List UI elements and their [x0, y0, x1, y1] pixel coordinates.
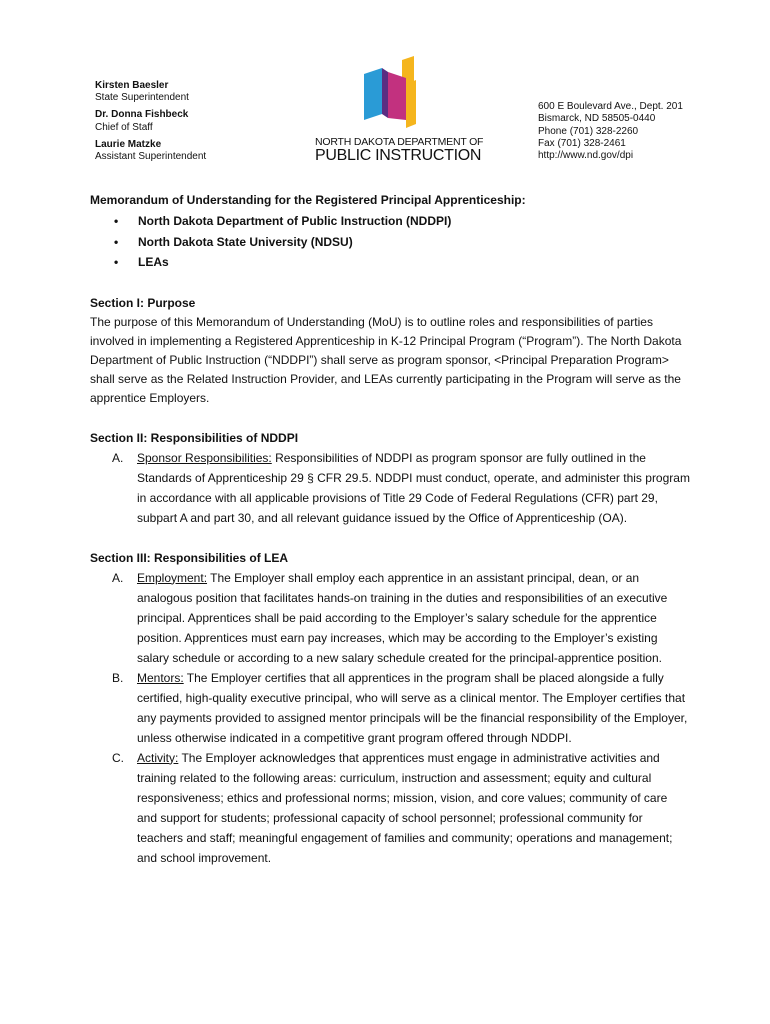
official-entry	[95, 109, 206, 133]
bullet-glyph: •	[114, 214, 119, 228]
parties-list	[90, 211, 690, 273]
section-3-heading: Section III: Responsibilities of LEA	[90, 550, 289, 565]
website-link[interactable]: http://www.nd.gov/dpi	[538, 150, 634, 162]
section-1-heading: Section I: Purpose	[90, 295, 196, 310]
party-item	[90, 252, 690, 273]
official-entry	[95, 80, 206, 104]
officials-list	[95, 80, 206, 168]
section-3-item-c	[90, 748, 690, 868]
memo-body	[90, 190, 690, 868]
item-letter: B.	[112, 670, 124, 685]
item-label: Employment:	[137, 570, 208, 585]
org-name-line2-text: PUBLIC INSTRUCTION	[315, 147, 482, 164]
official-title: Chief of Staff	[95, 121, 153, 133]
phone-line: Phone (701) 328-2260	[538, 125, 639, 137]
section-3-item-a	[90, 568, 690, 668]
memo-title: Memorandum of Understanding for the Registered Principal Apprenticeship:	[90, 193, 526, 207]
official-title: Assistant Superintendent	[95, 151, 207, 163]
section-3-list	[90, 568, 690, 868]
address-line: 600 E Boulevard Ave., Dept. 201	[538, 101, 683, 112]
address-block	[538, 101, 683, 162]
item-text: The Employer acknowledges that apprentices must engage in administrative activities and training related to the following areas: curriculum, instruction and assessment; equity and cultural responsiveness; ethics and professional norms; mission, vision, and core values; community of care and support for students; professional capacity of school personnel; professional community for teachers and staff; meaningful engagement of families and community; operations and management; and school improvement.	[137, 750, 673, 865]
official-name: Laurie Matzke	[95, 138, 162, 150]
item-letter: A.	[112, 450, 124, 465]
party-item	[90, 211, 690, 232]
fax-line: Fax (701) 328-2461	[538, 137, 626, 149]
official-title: State Superintendent	[95, 92, 189, 104]
party-text: North Dakota Department of Public Instruction (NDDPI)	[138, 214, 452, 228]
item-text: The Employer shall employ each apprentice in an assistant principal, dean, or an analogous position that facilitates hands-on training in the duties and responsibilities of an executive principal. Apprentices shall be paid according to the Employer’s salary schedule for the apprentice position. Apprentices must earn pay increases, which may be according to the Employer’s existing salary schedule or according to a new salary schedule created for the principal-apprentice position.	[137, 570, 668, 665]
item-letter: C.	[112, 750, 124, 765]
org-name-line2	[315, 147, 482, 165]
org-name-line1: NORTH DAKOTA DEPARTMENT OF	[315, 136, 484, 148]
section-2-item-a	[90, 448, 690, 528]
party-text: North Dakota State University (NDSU)	[138, 234, 353, 249]
item-text: Responsibilities of NDDPI as program sponsor are fully outlined in the Standards of Apprenticeship 29 § CFR 29.5. NDDPI must conduct, operate, and administer this program in accordance with all applicable provisions of Title 29 Code of Federal Regulations (CFR) part 29, subpart A and part 30, and all relevant guidance issued by the Office of Apprenticeship (OA).	[137, 450, 690, 525]
section-2-list	[90, 448, 690, 528]
book-logo-icon	[362, 56, 428, 134]
item-letter: A.	[112, 570, 124, 585]
item-label: Sponsor Responsibilities:	[137, 450, 272, 465]
item-label: Activity:	[137, 750, 179, 765]
official-name: Dr. Donna Fishbeck	[95, 109, 189, 121]
section-3-item-b	[90, 668, 690, 748]
item-text: The Employer certifies that all apprentices in the program shall be placed alongside a fully certified, high-quality executive principal, who will serve as a clinical mentor. The Employer certifies that any payments provided to assigned mentor principals will be the financial responsibility of the Employer, unless otherwise indicated in a competitive grant program offered through NDDPI.	[137, 670, 688, 745]
bullet-glyph: •	[114, 255, 119, 269]
section-2-heading: Section II: Responsibilities of NDDPI	[90, 430, 299, 445]
party-text: LEAs	[138, 255, 169, 269]
item-label: Mentors:	[137, 670, 184, 685]
bullet-glyph: •	[114, 234, 119, 249]
party-item	[90, 232, 690, 253]
official-name: Kirsten Baesler	[95, 80, 169, 91]
ndpi-logo	[315, 56, 484, 168]
address-line: Bismarck, ND 58505-0440	[538, 113, 656, 125]
section-1-text: The purpose of this Memorandum of Understanding (MoU) is to outline roles and responsibilities of parties involved in implementing a Registered Apprenticeship in K-12 Principal Program (“Program”). The North Dakota Department of Public Instruction (“NDDPI”) shall serve as program sponsor, <Principal Preparation Program> shall serve as the Related Instruction Provider, and LEAs currently participating in the Program will serve as the apprentice Employers.	[90, 314, 682, 405]
official-entry	[95, 139, 206, 163]
